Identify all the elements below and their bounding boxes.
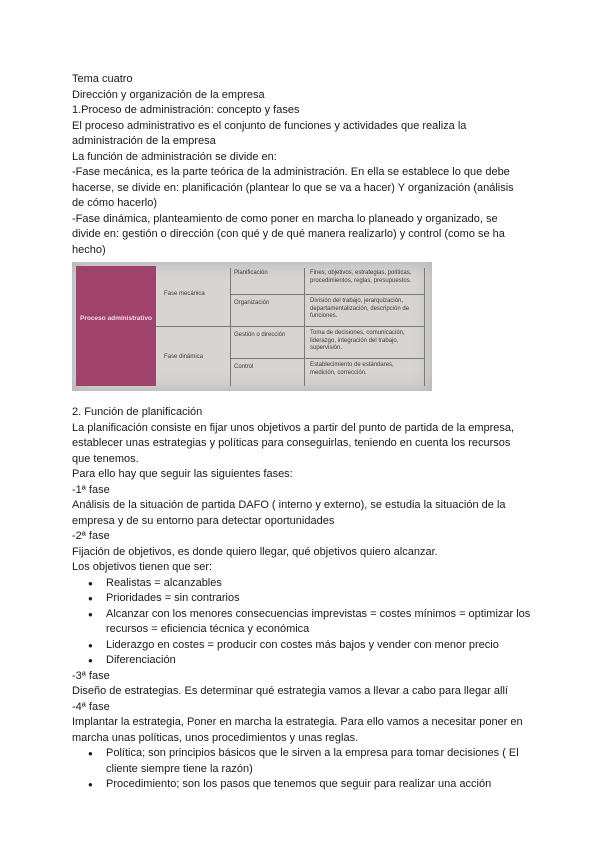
text-line: Implantar la estrategia, Poner en marcha la estrategia. Para ello vamos a necesitar poner en: [72, 716, 523, 728]
fase-mecanica-label: Fase mecánica: [164, 291, 205, 297]
control-label: Control: [234, 364, 254, 370]
process-label-block: [76, 266, 156, 386]
list-item: ● Alcanzar con los menores consecuencias imprevistas = costes mínimos = optimizar los recursos = eficiencia técnica y económica: [106, 607, 542, 638]
section-1-heading: 1.Proceso de administración: concepto y fases: [72, 104, 300, 116]
phase-3-heading: -3ª fase: [72, 669, 110, 682]
text-line: La planificación consiste en fijar unos objetivos a partir del punto de partida de la empresa,: [72, 421, 515, 434]
text-line: empresa y de su entorno para detectar oportunidades: [72, 514, 335, 527]
intro-block: [72, 72, 542, 258]
list-item: ● Diferenciación: [106, 653, 542, 669]
phase-4-heading: -4ª fase: [72, 700, 110, 713]
list-item: ● Política; son principios básicos que le sirven a la empresa para tomar decisiones ( El cliente siempre tiene la razón): [106, 746, 542, 777]
document-page: [72, 72, 542, 793]
list-item: ● Realistas = alcanzables: [106, 576, 542, 592]
text-line: establecer unas estrategias y políticas para conseguirlas, teniendo en cuenta los recursos: [72, 437, 511, 449]
text-line: Fijación de objetivos, es donde quiero llegar, qué objetivos quiero alcanzar.: [72, 545, 438, 558]
text-line: -Fase mecánica, es la parte teórica de la administración. En ella se establece lo que debe: [72, 166, 510, 178]
process-table-photo: [72, 262, 432, 391]
text-line: hacerse, se divide en: planificación (plantear lo que se va a hacer) Y organización (análisis: [72, 181, 514, 194]
table-divider: [230, 294, 424, 295]
table-divider: [230, 358, 424, 359]
text-line: El proceso administrativo es el conjunto de funciones y actividades que realiza la: [72, 119, 467, 132]
doc-subtitle: Dirección y organización de la empresa: [72, 88, 265, 101]
text-line: de cómo hacerlo): [72, 197, 157, 209]
planificacion-label: Planificación: [234, 270, 268, 276]
fase-dinamica-label: Fase dinámica: [164, 354, 204, 360]
text-line: -Fase dinámica, planteamiento de como poner en marcha lo planeado y organizado, se: [72, 212, 498, 225]
text-line: marcha unas políticas, unos procedimientos y unas reglas.: [72, 731, 359, 744]
text-line: Diseño de estrategias. Es determinar qué estrategia vamos a llevar a cabo para llegar allí: [72, 685, 508, 697]
text-line: divide en: gestión o dirección (con qué y de qué manera realizarlo) y control (como se ha: [72, 228, 505, 240]
section-2-heading: 2. Función de planificación: [72, 406, 203, 418]
text-line: Los objetivos tienen que ser:: [72, 561, 213, 573]
list-item: ● Procedimiento; son los pasos que tenemos que seguir para realizar una acción: [106, 777, 542, 793]
list-item: ● Liderazgo en costes = producir con costes más bajos y vender con menor precio: [106, 638, 542, 654]
text-line: administración de la empresa: [72, 135, 216, 147]
text-line: Para ello hay que seguir las siguientes fases:: [72, 468, 293, 480]
text-line: hecho): [72, 243, 106, 256]
organizacion-desc: División del trabajo, jerarquización, departamentalización, descripción de funciones.: [310, 298, 410, 319]
table-divider: [156, 326, 424, 327]
planificacion-desc: Fines, objetivos, estrategias, políticas, procedimientos, reglas, presupuestos.: [310, 270, 412, 284]
organizacion-label: Organización: [234, 300, 270, 306]
text-line: La función de administración se divide en:: [72, 150, 277, 163]
process-label: Proceso administrativo: [80, 315, 152, 322]
table-divider: [230, 268, 231, 386]
table-divider: [424, 268, 425, 386]
direccion-desc: Toma de decisiones, comunicación, liderazgo, integración del trabajo, supervisión.: [310, 330, 405, 351]
doc-title: Tema cuatro: [72, 73, 133, 85]
phase-2-heading: -2ª fase: [72, 530, 110, 542]
text-line: que tenemos.: [72, 452, 139, 465]
control-desc: Establecimiento de estándares, medición, corrección.: [310, 362, 394, 376]
implementation-list: [72, 746, 542, 793]
phase-1-heading: -1ª fase: [72, 483, 110, 496]
section-2-block: [72, 405, 542, 793]
table-divider: [304, 268, 305, 386]
objectives-list: [72, 576, 542, 669]
list-item: ● Prioridades = sin contrarios: [106, 591, 542, 607]
direccion-label: Gestión o dirección: [234, 332, 286, 338]
text-line: Análisis de la situación de partida DAFO ( interno y externo), se estudia la situación de la: [72, 499, 506, 511]
